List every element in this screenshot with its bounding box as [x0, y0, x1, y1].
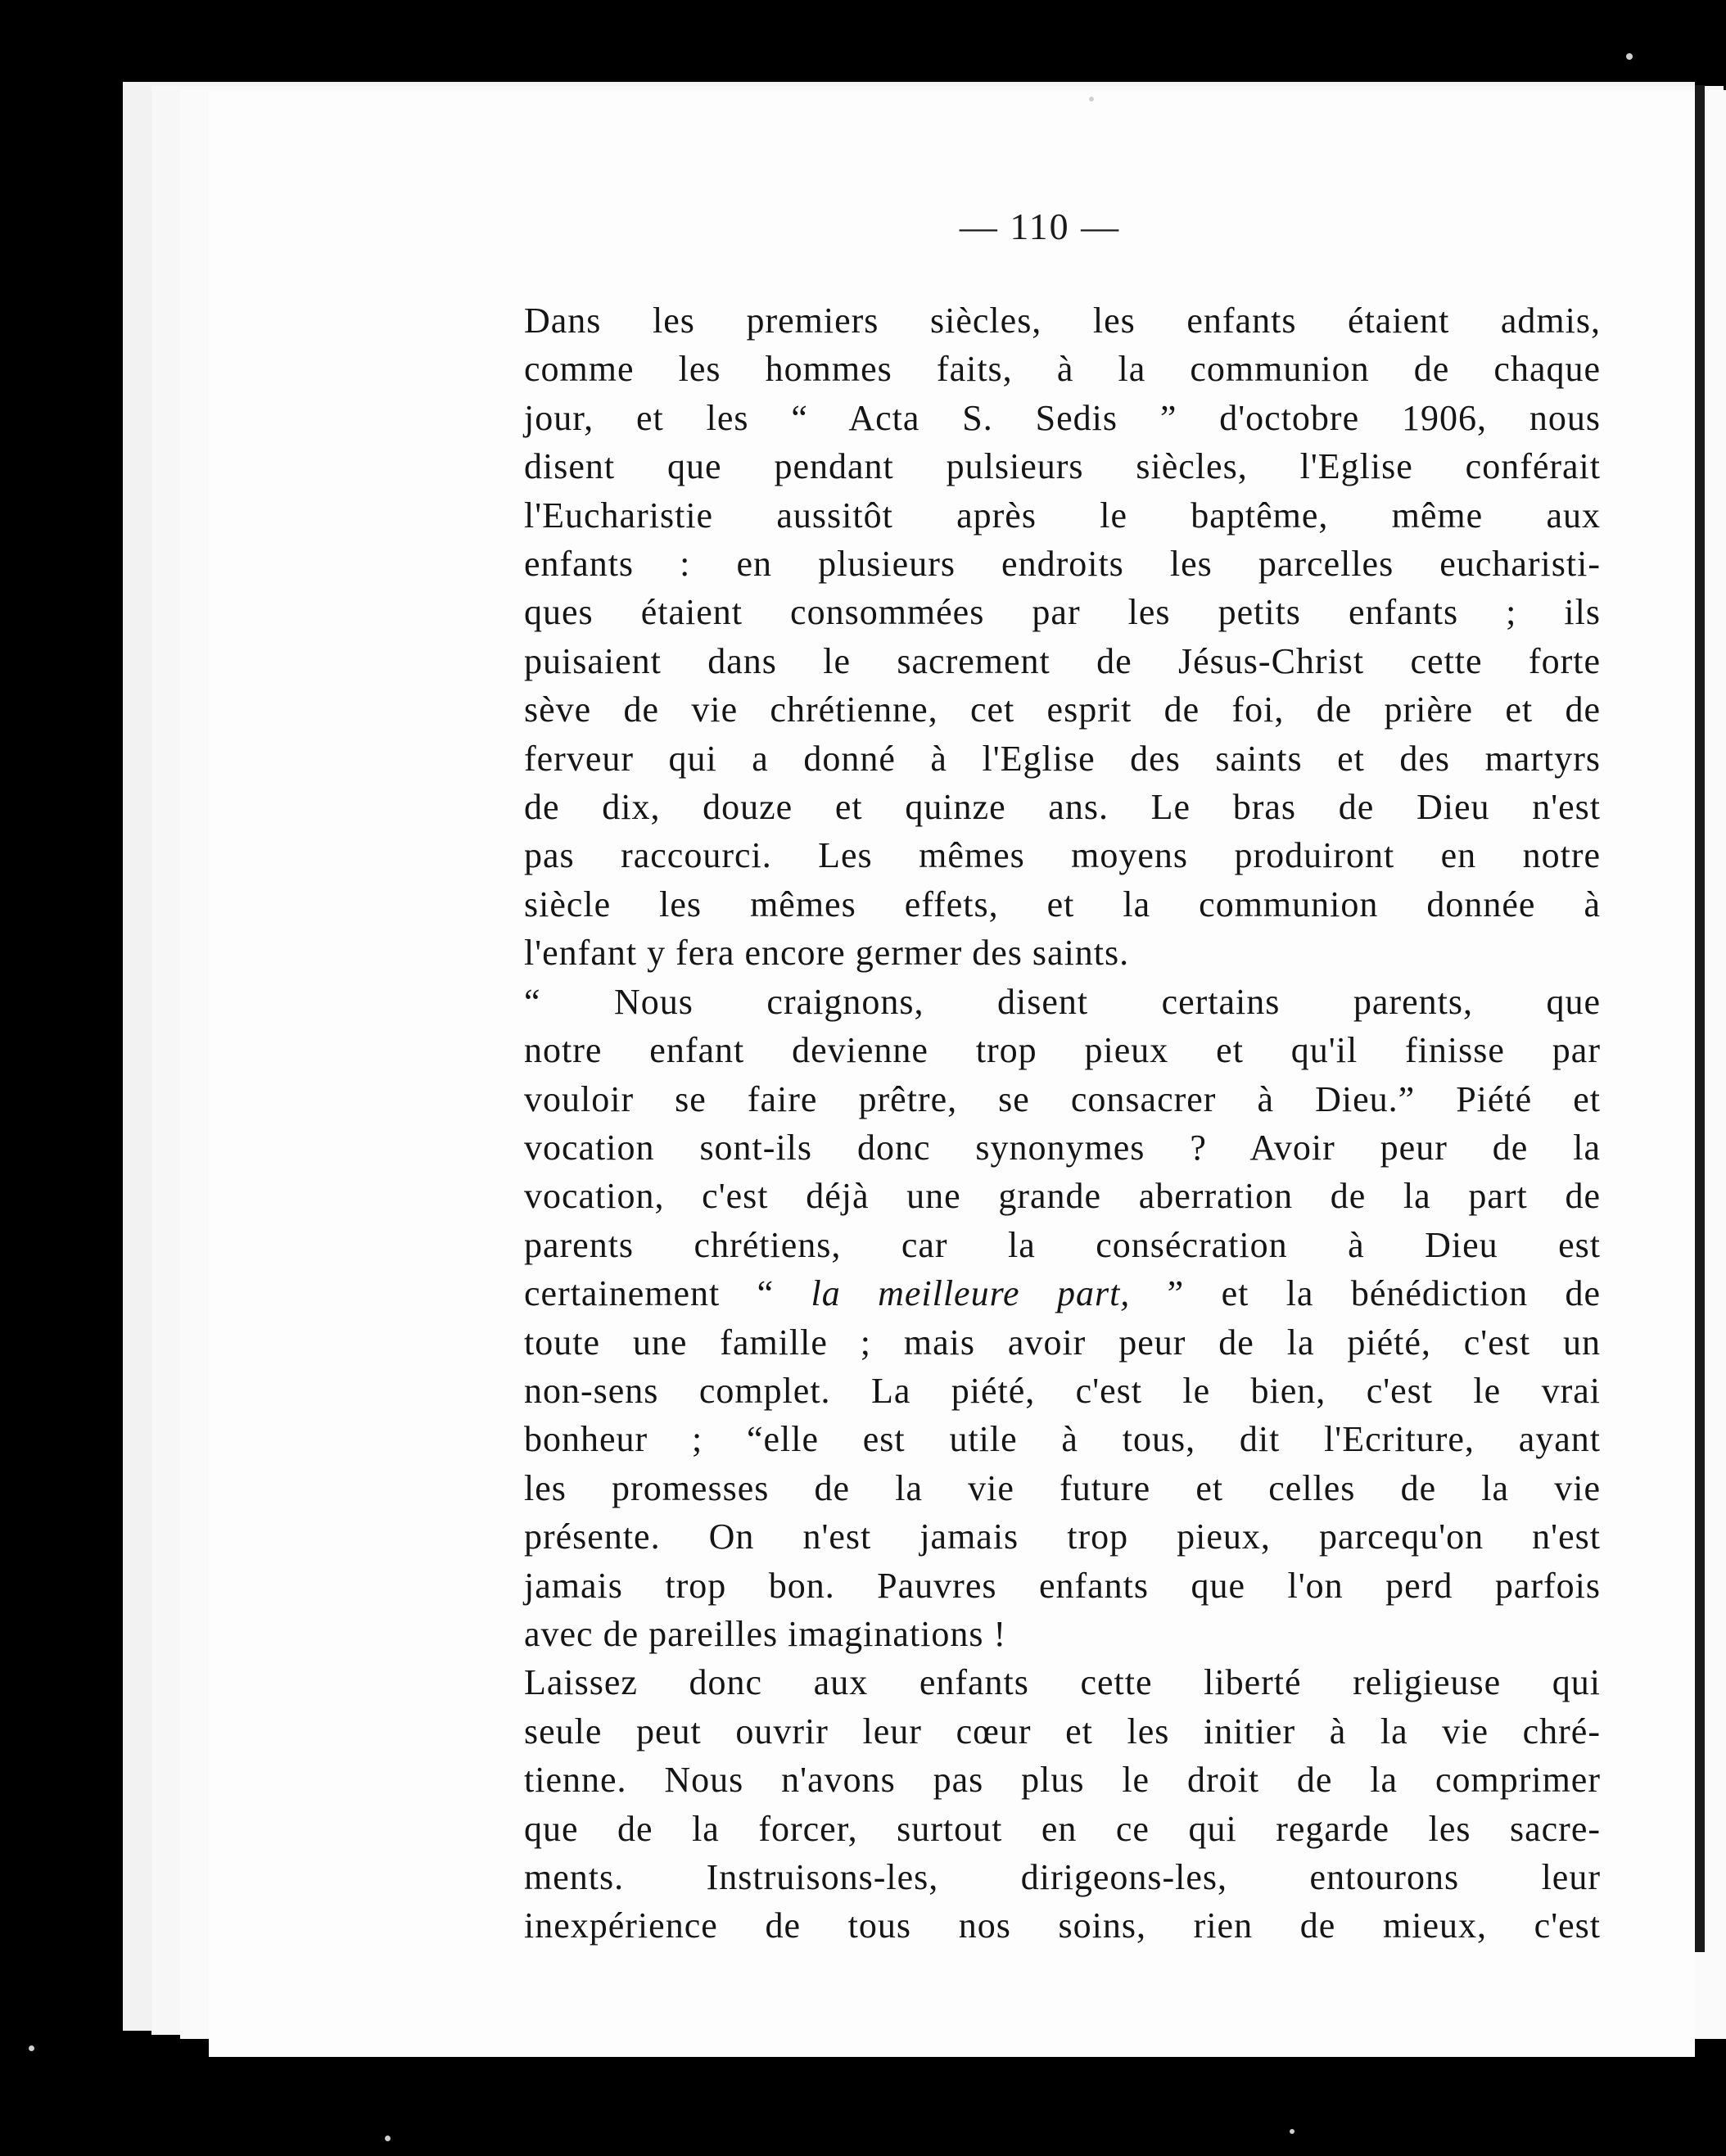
text-line: sève de vie chrétienne, cet esprit de foi, de prière et de [524, 689, 1601, 730]
text-line: avec de pareilles imaginations ! [524, 1613, 1007, 1654]
text-line: bonheur ; “elle est utile à tous, dit l'Ecriture, ayant [524, 1419, 1601, 1460]
text-line: notre enfant devienne trop pieux et qu'il finisse par [524, 1030, 1601, 1071]
text-line: les promesses de la vie future et celles de la vie [524, 1467, 1601, 1508]
text-line: toute une famille ; mais avoir peur de la piété, c'est un [524, 1322, 1601, 1363]
dust-speck [1626, 53, 1633, 60]
text-line: jour, et les “ Acta S. Sedis ” d'octobre 1906, nous [524, 397, 1601, 438]
text-line: puisaient dans le sacrement de Jésus-Christ cette forte [524, 640, 1601, 681]
text-line: Dans les premiers siècles, les enfants étaient admis, [524, 301, 1601, 341]
text-line: comme les hommes faits, à la communion de chaque [524, 349, 1601, 390]
dust-speck [29, 2045, 34, 2051]
text-line: disent que pendant pulsieurs siècles, l'Eglise conférait [524, 446, 1601, 487]
text-line: seule peut ouvrir leur cœur et les initier à la vie chré- [524, 1711, 1601, 1751]
italic-quote: la meilleure part, [811, 1273, 1131, 1314]
text-line: vocation sont-ils donc synonymes ? Avoir peur de la [524, 1127, 1601, 1168]
text-line: vouloir se faire prêtre, se consacrer à Dieu.” Piété et [524, 1078, 1601, 1119]
text-line: jamais trop bon. Pauvres enfants que l'on perd parfois [524, 1565, 1601, 1606]
text-line: l'Eucharistie aussitôt après le baptême, même aux [524, 495, 1601, 536]
text-line: parents chrétiens, car la consécration à Dieu est [524, 1224, 1601, 1265]
paragraph-2 [471, 978, 1601, 1659]
page-binding-edge [1695, 85, 1705, 1952]
text-line: pas raccourci. Les mêmes moyens produiront en notre [524, 835, 1601, 876]
text-line: ques étaient consommées par les petits enfants ; ils [524, 592, 1601, 633]
text-line: de dix, douze et quinze ans. Le bras de Dieu n'est [524, 787, 1601, 828]
paragraph-1 [471, 296, 1601, 978]
dust-speck [1290, 2129, 1294, 2134]
text-line: l'enfant y fera encore germer des saints. [524, 933, 1130, 974]
text-line: enfants : en plusieurs endroits les parcelles eucharisti- [524, 544, 1601, 585]
text-line: siècle les mêmes effets, et la communion donnée à [524, 884, 1601, 924]
dust-speck [385, 2136, 391, 2141]
text-fragment: certainement “ [524, 1273, 811, 1314]
text-fragment: ” et la bénédiction de [1130, 1273, 1601, 1314]
text-line: Laissez donc aux enfants cette liberté religieuse qui [524, 1662, 1601, 1703]
page-number: — 110 — [959, 206, 1121, 247]
text-line: vocation, c'est déjà une grande aberration de la part de [524, 1176, 1601, 1217]
text-line: ferveur qui a donné à l'Eglise des saints et des martyrs [524, 738, 1601, 779]
text-line: “ Nous craignons, disent certains parents, que [524, 981, 1601, 1022]
text-line: que de la forcer, surtout en ce qui regarde les sacre- [524, 1808, 1601, 1849]
paragraph-3 [471, 1658, 1601, 1950]
dust-speck [1089, 97, 1094, 102]
page-body [471, 296, 1601, 1950]
text-line-with-italic [471, 1269, 1601, 1318]
text-line: inexpérience de tous nos soins, rien de mieux, c'est [524, 1905, 1601, 1946]
text-line: présente. On n'est jamais trop pieux, parcequ'on n'est [524, 1516, 1601, 1557]
text-line: tienne. Nous n'avons pas plus le droit de la comprimer [524, 1760, 1601, 1801]
text-line: ments. Instruisons-les, dirigeons-les, entourons leur [524, 1857, 1601, 1897]
text-line: non-sens complet. La piété, c'est le bien, c'est le vrai [524, 1370, 1601, 1411]
